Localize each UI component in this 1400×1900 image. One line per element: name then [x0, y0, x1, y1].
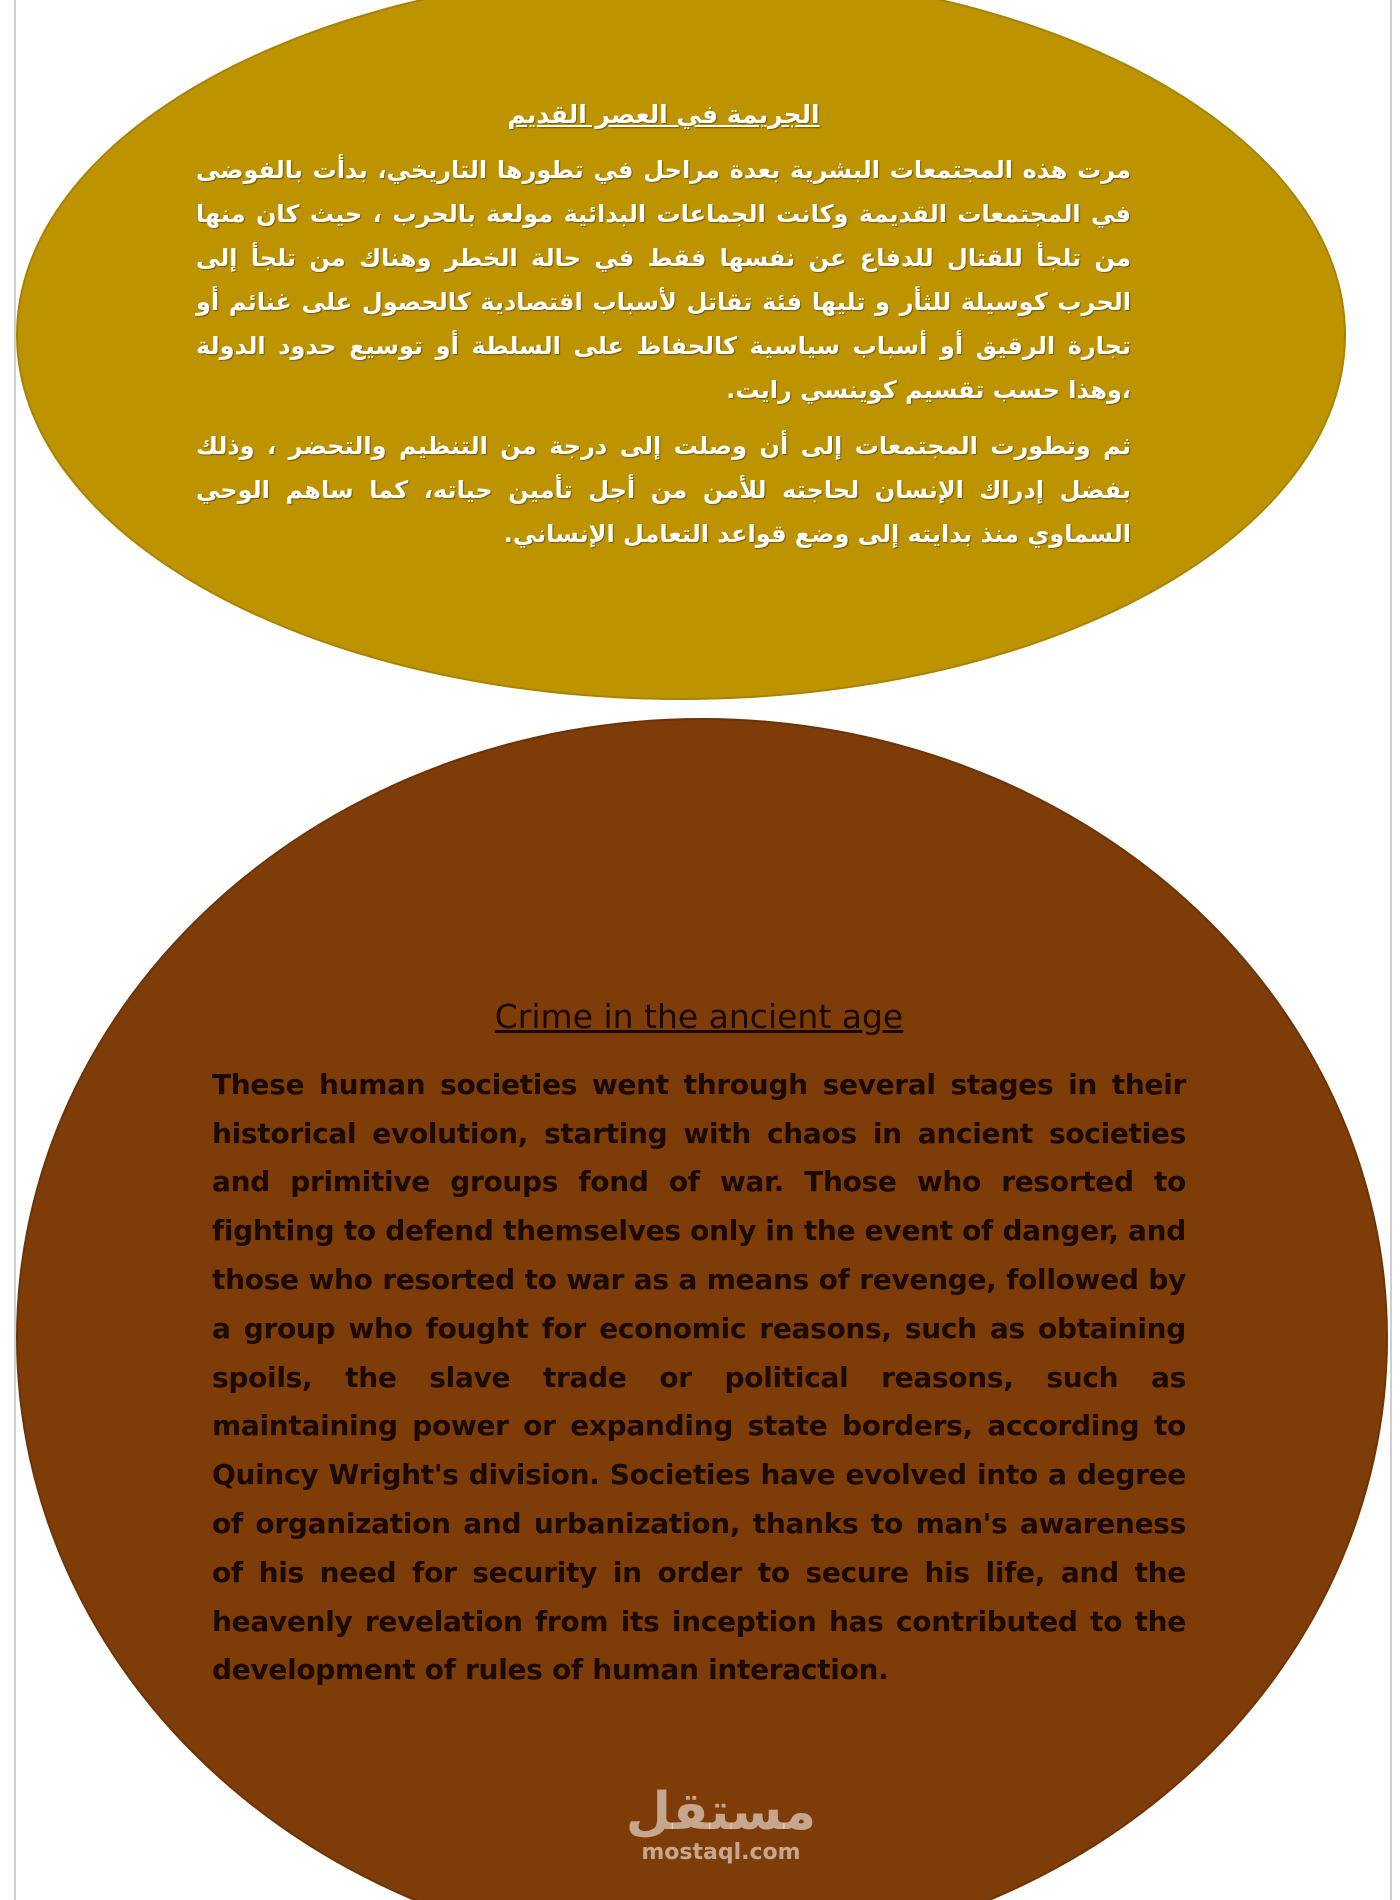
arabic-text-block — [196, 96, 1131, 568]
document-page — [14, 0, 1392, 1900]
mostaql-url: mostaql.com — [641, 1840, 801, 1865]
english-text-block — [212, 996, 1186, 1695]
mostaql-watermark — [616, 1782, 826, 1866]
english-paragraph: These human societies went through several stages in their historical evolution, starting with chaos in ancient societies and primitive groups fond of war. Those who resorted to fighting to defend themselves only in the event of danger, and those who resorted to war as a means of revenge, followed by a group who fought for economic reasons, such as obtaining spoils, the slave trade or political reasons, such as maintaining power or expanding state borders, according to Quincy Wright's division. Societies have evolved into a degree of organization and urbanization, thanks to man's awareness of his need for security in order to secure his life, and the heavenly revelation from its inception has contributed to the development of rules of human interaction. — [212, 1067, 1186, 1687]
english-heading: Crime in the ancient age — [494, 997, 904, 1036]
arabic-paragraph-1: مرت هذه المجتمعات البشرية بعدة مراحل في تطورها التاريخي، بدأت بالفوضى في المجتمعات القديمة وكانت الجماعات البدائية مولعة بالحرب ، حيث كان منها من تلجأ للقتال للدفاع عن نفسها فقط في حالة الخطر وهناك من تلجأ إلى الحرب كوسيلة للثأر و تليها فئة تقاتل لأسباب اقتصادية كالحصول على غنائم أو تجارة الرقيق أو أسباب سياسية كالحفاظ على السلطة أو توسيع حدود الدولة ،وهذا حسب تقسيم كوينسي رايت. — [196, 155, 1131, 404]
arabic-paragraph-2: ثم وتطورت المجتمعات إلى أن وصلت إلى درجة من التنظيم والتحضر ، وذلك بفضل إدراك الإنسان لحاجته للأمن من أجل تأمين حياته، كما ساهم الوحي السماوي منذ بدايته إلى وضع قواعد التعامل الإنساني. — [196, 431, 1131, 548]
arabic-heading: الجريمة في العصر القديم — [507, 100, 820, 129]
mostaql-logo-text: مستقل — [625, 1782, 817, 1842]
